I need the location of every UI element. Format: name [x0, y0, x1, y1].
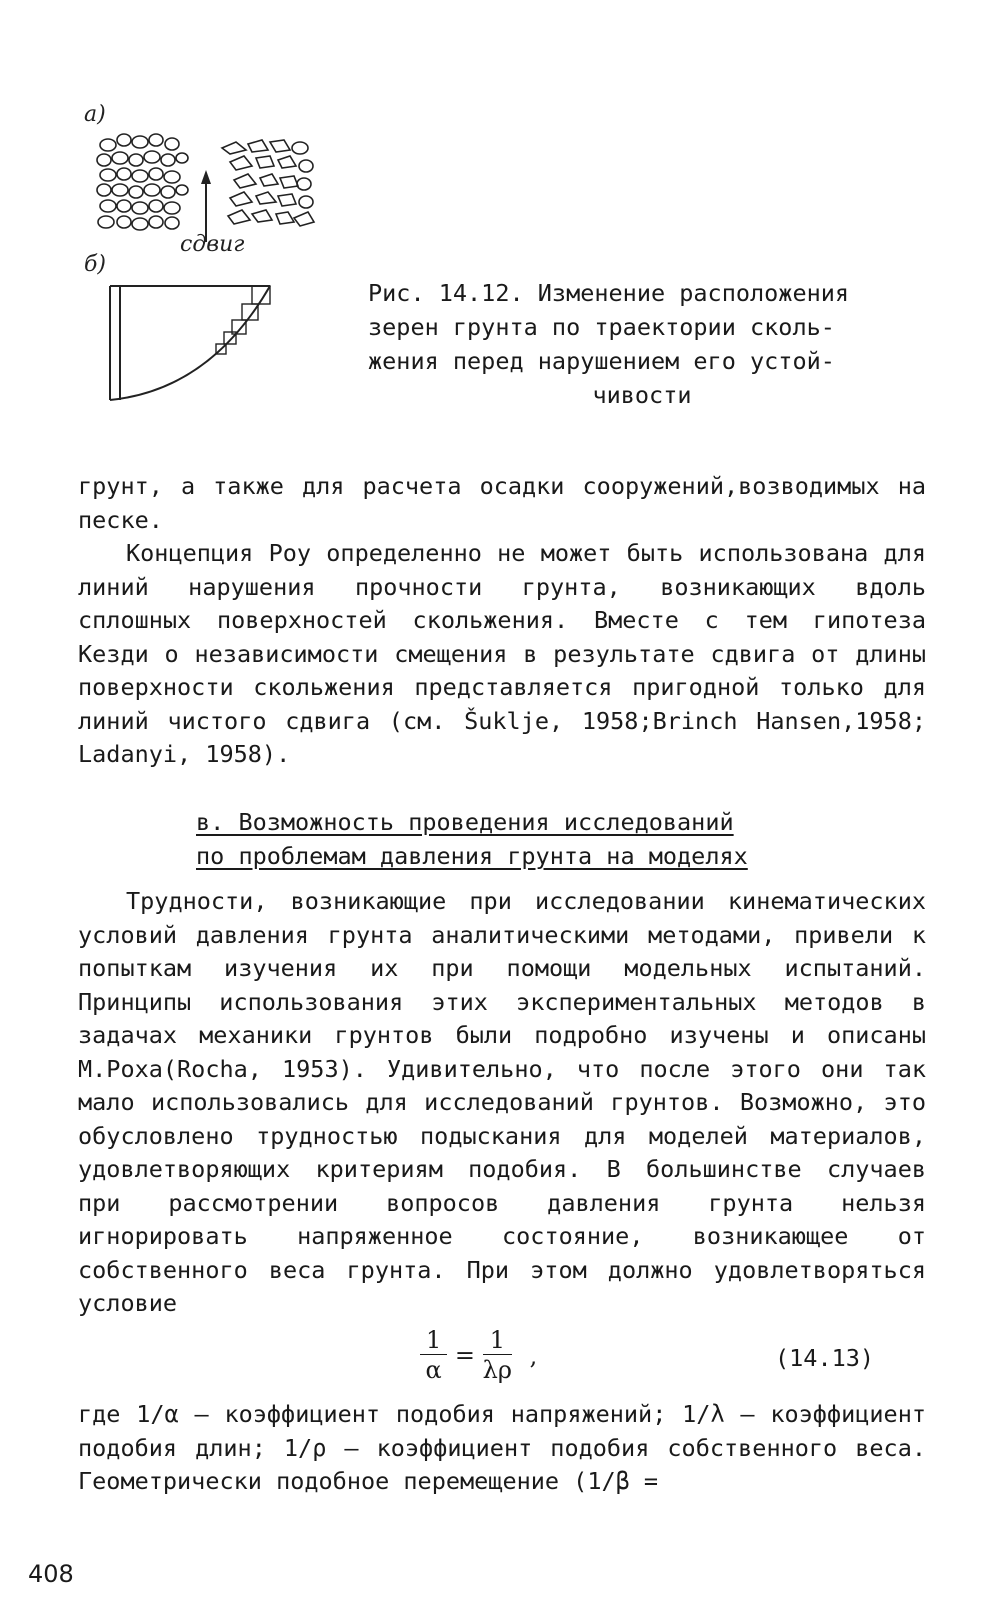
caption-line: жения перед нарушением его устой-	[368, 347, 835, 375]
equals-sign: =	[454, 1341, 476, 1370]
figure-caption	[368, 276, 916, 412]
sliding-wedge	[110, 286, 270, 400]
paragraph-coefficients: где 1/α – коэффициент подобия напряжений; 1/λ – коэффициент подобия длин; 1/ρ – коэффициент подобия собственного веса. Геометрически подобное перемещение (1/β =	[78, 1400, 926, 1495]
lhs-denominator: α	[425, 1356, 442, 1384]
rhs-numerator: 1	[483, 1326, 512, 1355]
grain-arrangement-diagram	[80, 100, 370, 430]
caption-line: чивости	[592, 381, 692, 409]
dense-grains-right	[222, 140, 314, 226]
lhs-numerator: 1	[420, 1326, 447, 1355]
body-text-upper	[78, 470, 926, 772]
shear-arrow-head	[201, 170, 211, 184]
rhs-denominator: λρ	[482, 1356, 512, 1384]
section-heading-line1: в. Возможность проведения исследований	[196, 808, 734, 836]
page-number: 408	[28, 1560, 74, 1588]
figure-label-a: а)	[84, 102, 106, 127]
loose-grains-left	[97, 134, 188, 230]
figure-14-12	[80, 100, 370, 430]
paragraph-continuation: грунт, а также для расчета осадки сооружений,возводимых на песке.	[78, 472, 926, 534]
fraction-lhs	[420, 1326, 447, 1385]
section-heading	[196, 805, 836, 873]
equation-number: (14.13)	[775, 1344, 875, 1372]
section-heading-line2: по проблемам давления грунта на моделях	[196, 842, 748, 870]
formula-comma: ,	[529, 1341, 538, 1370]
fraction-rhs	[483, 1326, 512, 1385]
body-text-models	[78, 885, 926, 1321]
caption-line: Рис. 14.12. Изменение расположения	[368, 279, 850, 307]
body-text-lower	[78, 1398, 926, 1499]
paragraph-model-testing: Трудности, возникающие при исследовании кинематических условий давления грунта аналитическими методами, привели к попыткам изучения их при помощи модельных испытаний. Принципы использования этих экспериментальных методов в задачах механики грунтов были подробно изучены и описаны М.Роха(Rocha, 1953). Удивительно, что после этого они так мало использовались для исследований грунтов. Возможно, это обусловлено трудностью подыскания для моделей материалов, удовлетворяющих критериям подобия. В большинстве случаев при рассмотрении вопросов давления грунта нельзя игнорировать напряженное состояние, возникающее от собственного веса грунта. При этом должно удовлетворяться условие	[78, 887, 926, 1317]
formula-14-13	[420, 1326, 537, 1386]
shear-label: сдвиг	[180, 232, 245, 257]
shear-band-squares	[216, 286, 270, 354]
paragraph-rowe-concept: Концепция Роу определенно не может быть использована для линий нарушения прочности грунта, возникающих вдоль сплошных поверхностей скольжения. Вместе с тем гипотеза Кезди о независимости смещения в результате сдвига от длины поверхности скольжения представляется пригодной только для линий чистого сдвига (см. Šuklje, 1958;Brinch Hansen,1958; Ladanyi, 1958).	[78, 539, 926, 768]
figure-label-b: б)	[84, 252, 107, 277]
caption-line: зерен грунта по траектории сколь-	[368, 313, 835, 341]
